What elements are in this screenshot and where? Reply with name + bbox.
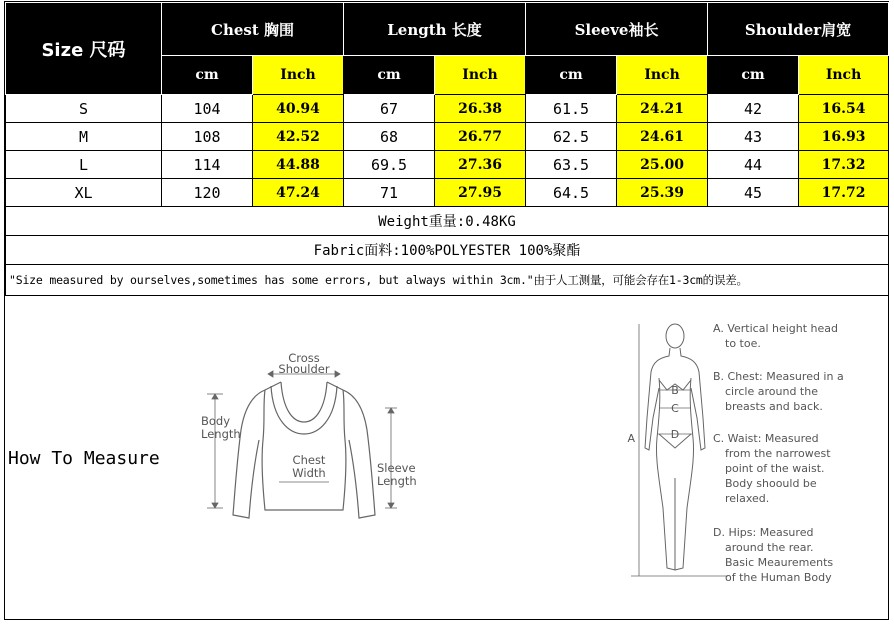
figure-letter-a: A xyxy=(627,432,635,445)
sleeve-length-label-1: Sleeve xyxy=(377,461,416,475)
legend-b-line-2: circle around the xyxy=(725,385,818,398)
fabric-text: Fabric面料:100%POLYESTER 100%聚酯 xyxy=(6,236,889,265)
table-cell: 62.5 xyxy=(526,123,617,151)
header-chest: Chest 胸围 xyxy=(162,3,344,56)
legend-d-line-4: of the Human Body xyxy=(725,571,832,584)
human-figure-outline xyxy=(645,324,705,570)
table-row xyxy=(6,151,889,179)
table-cell: 40.94 xyxy=(253,95,344,123)
table-cell: 27.95 xyxy=(435,179,526,207)
table-cell: 25.00 xyxy=(617,151,708,179)
header-size: Size 尺码 xyxy=(6,3,162,95)
table-row xyxy=(6,179,889,207)
table-cell: 64.5 xyxy=(526,179,617,207)
table-cell: 27.36 xyxy=(435,151,526,179)
legend-a-line-1: A. Vertical height head xyxy=(713,322,839,335)
legend-c-line-3: point of the waist. xyxy=(725,462,825,475)
sweater-measure-diagram xyxy=(193,350,433,530)
fabric-row xyxy=(6,236,889,265)
table-cell: 67 xyxy=(344,95,435,123)
table-cell: 16.54 xyxy=(799,95,889,123)
unit-inch: Inch xyxy=(617,56,708,95)
legend-d-line-2: around the rear. xyxy=(725,541,814,554)
header-shoulder: Shoulder肩宽 xyxy=(708,3,889,56)
chest-width-label-1: Chest xyxy=(292,453,326,467)
legend-a-line-2: to toe. xyxy=(725,337,761,350)
legend-c-line-4: Body shoould be xyxy=(725,477,817,490)
table-cell: 71 xyxy=(344,179,435,207)
body-length-label-1: Body xyxy=(201,414,231,428)
header-sleeve: Sleeve袖长 xyxy=(526,3,708,56)
sweater-outline xyxy=(233,382,375,518)
table-cell: 42.52 xyxy=(253,123,344,151)
size-table xyxy=(5,2,889,296)
size-label: M xyxy=(6,123,162,151)
legend-b-line-3: breasts and back. xyxy=(725,400,823,413)
table-cell: 25.39 xyxy=(617,179,708,207)
table-cell: 16.93 xyxy=(799,123,889,151)
weight-text: Weight重量:0.48KG xyxy=(6,207,889,236)
table-cell: 24.21 xyxy=(617,95,708,123)
table-cell: 69.5 xyxy=(344,151,435,179)
cross-shoulder-label-2: Shoulder xyxy=(278,362,330,376)
unit-cm: cm xyxy=(708,56,799,95)
table-cell: 47.24 xyxy=(253,179,344,207)
table-cell: 17.32 xyxy=(799,151,889,179)
how-to-measure-title: How To Measure xyxy=(8,448,160,469)
legend-d-line-1: D. Hips: Measured xyxy=(713,526,814,539)
legend-c-line-1: C. Waist: Measured xyxy=(713,432,819,445)
figure-letter-c: C xyxy=(671,402,679,415)
header-length: Length 长度 xyxy=(344,3,526,56)
legend-d-line-3: Basic Meaurements xyxy=(725,556,834,569)
table-cell: 44 xyxy=(708,151,799,179)
unit-cm: cm xyxy=(526,56,617,95)
unit-cm: cm xyxy=(162,56,253,95)
note-text: "Size measured by ourselves,sometimes has some errors, but always within 3cm."由于人工测量，可能会存在1-3cm的误差。 xyxy=(6,265,889,296)
table-cell: 17.72 xyxy=(799,179,889,207)
table-cell: 104 xyxy=(162,95,253,123)
table-cell: 120 xyxy=(162,179,253,207)
size-label: S xyxy=(6,95,162,123)
legend-b-line-1: B. Chest: Measured in a xyxy=(713,370,844,383)
unit-inch: Inch xyxy=(253,56,344,95)
table-cell: 63.5 xyxy=(526,151,617,179)
size-chart-sheet xyxy=(4,1,889,620)
table-cell: 61.5 xyxy=(526,95,617,123)
figure-letter-b: B xyxy=(671,384,679,397)
header-row-groups xyxy=(6,3,889,56)
table-cell: 42 xyxy=(708,95,799,123)
chest-width-label-2: Width xyxy=(292,466,326,480)
cross-shoulder-label-1: Cross xyxy=(288,351,320,365)
table-row xyxy=(6,123,889,151)
weight-row xyxy=(6,207,889,236)
table-cell: 108 xyxy=(162,123,253,151)
table-cell: 44.88 xyxy=(253,151,344,179)
table-cell: 24.61 xyxy=(617,123,708,151)
size-label: L xyxy=(6,151,162,179)
note-row xyxy=(6,265,889,296)
table-row xyxy=(6,95,889,123)
measure-legend xyxy=(713,322,844,584)
body-length-label-2: Length xyxy=(201,427,241,441)
table-cell: 26.38 xyxy=(435,95,526,123)
size-label: XL xyxy=(6,179,162,207)
unit-inch: Inch xyxy=(435,56,526,95)
legend-c-line-5: relaxed. xyxy=(725,492,770,505)
legend-c-line-2: from the narrowest xyxy=(725,447,831,460)
table-cell: 43 xyxy=(708,123,799,151)
figure-letter-d: D xyxy=(670,428,680,441)
unit-cm: cm xyxy=(344,56,435,95)
body-measure-diagram xyxy=(623,318,863,598)
sleeve-length-label-2: Length xyxy=(377,474,417,488)
how-to-measure-section xyxy=(5,298,888,620)
table-cell: 68 xyxy=(344,123,435,151)
table-cell: 26.77 xyxy=(435,123,526,151)
unit-inch: Inch xyxy=(799,56,889,95)
table-cell: 45 xyxy=(708,179,799,207)
table-cell: 114 xyxy=(162,151,253,179)
